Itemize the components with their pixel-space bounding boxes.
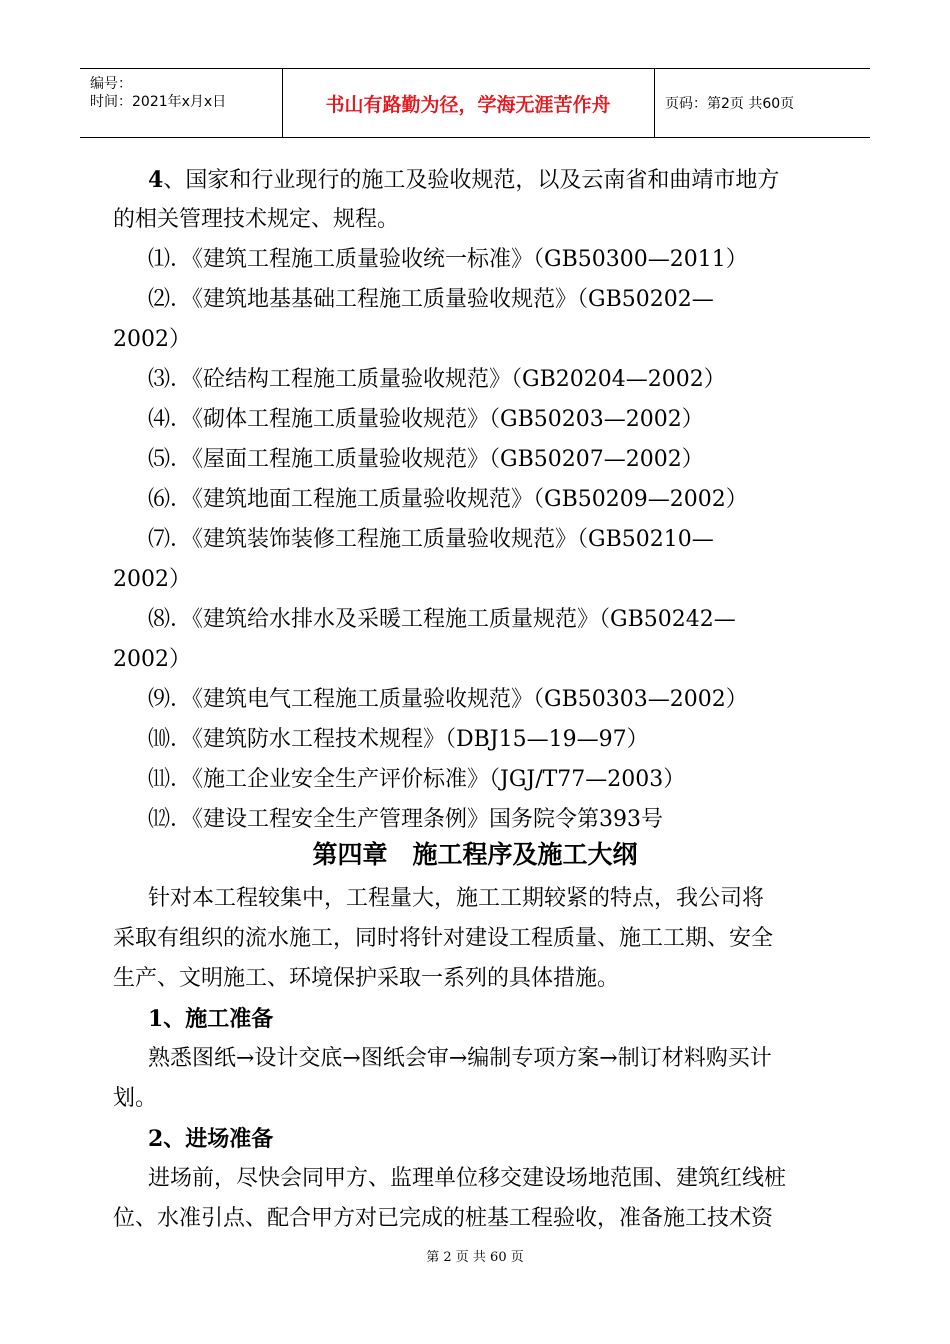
entry-line2: 位、水准引点、配合甲方对已完成的桩基工程验收，准备施工技术资 <box>113 1206 774 1231</box>
header-meta-cell <box>80 69 283 137</box>
list-item: ⑺．《建筑装饰装修工程施工质量验收规范》（GB50210— <box>148 527 714 552</box>
list-item: ⑹．《建筑地面工程施工质量验收规范》（GB50209—2002） <box>148 487 748 512</box>
time-label: 时间：2021年x月x日 <box>90 94 227 110</box>
list-item: ⑴．《建筑工程施工质量验收统一标准》（GB50300—2011） <box>148 247 748 272</box>
chapter-intro-line1: 针对本工程较集中，工程量大，施工工期较紧的特点，我公司将 <box>148 886 765 911</box>
list-item: ⑻．《建筑给水排水及采暖工程施工质量规范》（GB50242— <box>148 607 736 632</box>
list-item: ⑾．《施工企业安全生产评价标准》（JGJ/T77—2003） <box>148 767 686 792</box>
entry-heading: 2、进场准备 <box>148 1126 274 1152</box>
list-item: ⑿．《建设工程安全生产管理条例》国务院令第393号 <box>148 807 663 832</box>
prep-line1: 熟悉图纸→设计交底→图纸会审→编制专项方案→制订材料购买计 <box>148 1046 772 1071</box>
entry-line1: 进场前，尽快会同甲方、监理单位移交建设场地范围、建筑红线桩 <box>148 1166 787 1191</box>
header-motto: 书山有路勤为径，学海无涯苦作舟 <box>282 69 655 137</box>
section4-line1: 4、国家和行业现行的施工及验收规范，以及云南省和曲靖市地方 <box>148 167 780 193</box>
section4-line1-text: 、国家和行业现行的施工及验收规范，以及云南省和曲靖市地方 <box>163 168 780 193</box>
list-item-continuation: 2002） <box>113 327 191 352</box>
list-item: ⑼．《建筑电气工程施工质量验收规范》（GB50303—2002） <box>148 687 748 712</box>
list-item-continuation: 2002） <box>113 567 191 592</box>
list-item: ⑷．《砌体工程施工质量验收规范》（GB50203—2002） <box>148 407 704 432</box>
section4-line2: 的相关管理技术规定、规程。 <box>113 207 400 232</box>
header-page-label: 页码：第2页 共60页 <box>665 96 795 112</box>
list-item <box>148 286 837 314</box>
list-item-text: ⑵．《建筑地基基础工程施工质量验收规范》（GB50202— <box>148 287 714 312</box>
chapter-intro-line3: 生产、文明施工、环境保护采取一系列的具体措施。 <box>113 966 620 991</box>
list-item-continuation: 2002） <box>113 647 191 672</box>
chapter-title: 第四章 施工程序及施工大纲 <box>312 840 638 869</box>
prep-heading: 1、施工准备 <box>148 1006 274 1032</box>
list-item: ⑽．《建筑防水工程技术规程》（DBJ15—19—97） <box>148 727 649 752</box>
header-table <box>80 68 870 138</box>
chapter-intro-line2: 采取有组织的流水施工，同时将针对建设工程质量、施工工期、安全 <box>113 926 774 951</box>
number-label: 编号： <box>90 76 132 92</box>
list-item: ⑶．《砼结构工程施工质量验收规范》（GB20204—2002） <box>148 367 726 392</box>
list-item: ⑸．《屋面工程施工质量验收规范》（GB50207—2002） <box>148 447 704 472</box>
page-footer: 第 2 页 共 60 页 <box>426 1250 524 1265</box>
prep-line2: 划。 <box>113 1086 158 1111</box>
